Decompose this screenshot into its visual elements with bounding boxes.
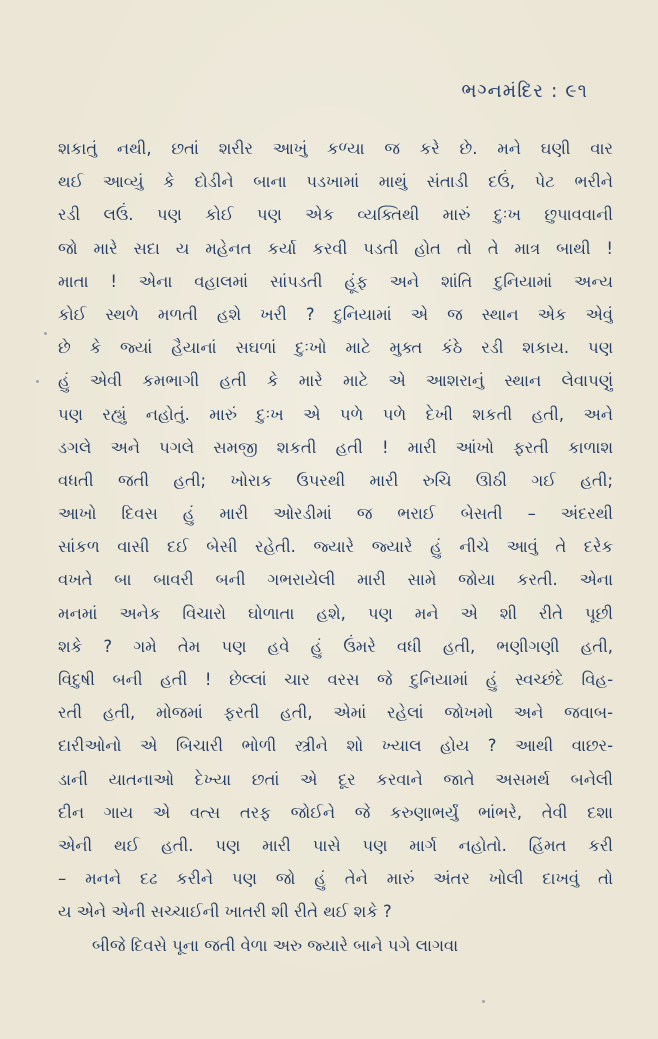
text-line: રડી લઉં. પણ કોઈ પણ એક વ્યક્તિથી મારું દુઃખ છુપાવવાની: [58, 205, 613, 225]
print-speck: [36, 380, 39, 383]
text-line: શકાતું નથી, છતાં શરીર આખું કળ્યા જ કરે છે. મને ઘણી વાર: [58, 139, 613, 158]
print-speck: [44, 332, 47, 335]
text-line: વિદુષી બની હતી ! છેલ્લાં ચાર વરસ જે દુનિયામાં હું સ્વચ્છંદે વિહ-: [58, 670, 613, 689]
text-line: કોઈ સ્થળે મળતી હશે ખરી ? દુનિયામાં એ જ સ્થાન એક એવું: [58, 304, 613, 324]
text-line: – મનને દઢ કરીને પણ જો હું તેને મારું અંતર ખોલી દાખવું તો: [58, 869, 613, 889]
text-line: ય એને એની સચ્ચાઈની ખાતરી શી રીતે થઈ શકે ?: [58, 902, 392, 922]
text-line: દીન ગાય એ વત્સ તરફ જોઈને જે કરુણાભર્યું ભાંભરે, તેવી દશા: [58, 802, 613, 822]
text-line: માતા ! એના વહાલમાં સાંપડતી હૂંફ અને શાંતિ દુનિયામાં અન્ય: [58, 271, 613, 291]
text-line: દારીઓનો એ બિચારી ભોળી સ્ત્રીને શો ખ્યાલ હોય ? આથી વાછર-: [58, 736, 613, 756]
text-line: વધતી જતી હતી; ખોરાક ઉપરથી મારી રુચિ ઊઠી ગઈ હતી;: [58, 470, 613, 490]
text-line: વખતે બા બાવરી બની ગભરાયેલી મારી સામે જોયા કરતી. એના: [58, 570, 613, 590]
text-line: ડગલે અને પગલે સમજી શકતી હતી ! મારી આંખો ફરતી કાળાશ: [58, 437, 613, 457]
text-line: રતી હતી, મોજમાં ફરતી હતી, એમાં રહેલાં જોખમો અને જવાબ-: [58, 703, 613, 723]
text-line: પણ રહ્યું નહોતું. મારું દુઃખ એ પળે પળે દેખી શકતી હતી, અને: [58, 404, 613, 424]
text-line: ડાની યાતનાઓ દેખ્યા છતાં એ દૂર કરવાને જાતે અસમર્થ બનેલી: [58, 769, 613, 789]
text-line: હું એવી કમભાગી હતી કે મારે માટે એ આશરાનું સ્થાન લેવાપણું: [58, 371, 613, 391]
text-line: એની થઈ હતી. પણ મારી પાસે પણ માર્ગ નહોતો. હિંમત કરી: [58, 835, 613, 855]
text-line: શકે ? ગમે તેમ પણ હવે હું ઉંમરે વધી હતી, ભણીગણી હતી,: [58, 636, 613, 656]
paragraph-start-line: બીજે દિવસે પૂના જતી વેળા અરુ જ્યારે બાને પગે લાગવા: [92, 935, 459, 955]
text-line: છે કે જ્યાં હૈયાનાં સઘળાં દુઃખો માટે મુક્ત કંઠે રડી શકાય. પણ: [58, 338, 613, 358]
running-header: ભગ્નમંદિર : ૯૧: [461, 80, 588, 102]
text-line: જો મારે સદા ય મહેનત કર્યા કરવી પડતી હોત તો તે માત્ર બાથી !: [58, 238, 613, 258]
text-line: સાંકળ વાસી દઈ બેસી રહેતી. જ્યારે જ્યારે હું નીચે આવું તે દરેક: [58, 537, 613, 557]
body-text: [58, 132, 613, 962]
text-line: થઈ આવ્યું કે દોડીને બાના પડખામાં માથું સંતાડી દઉં, પેટ ભરીને: [58, 172, 613, 192]
text-line: આખો દિવસ હું મારી ઓરડીમાં જ ભરાઈ બેસતી – અંદરથી: [58, 504, 613, 524]
text-line: મનમાં અનેક વિચારો ઘોળાતા હશે, પણ મને એ શી રીતે પૂછી: [58, 603, 613, 623]
print-speck: [482, 1000, 485, 1003]
